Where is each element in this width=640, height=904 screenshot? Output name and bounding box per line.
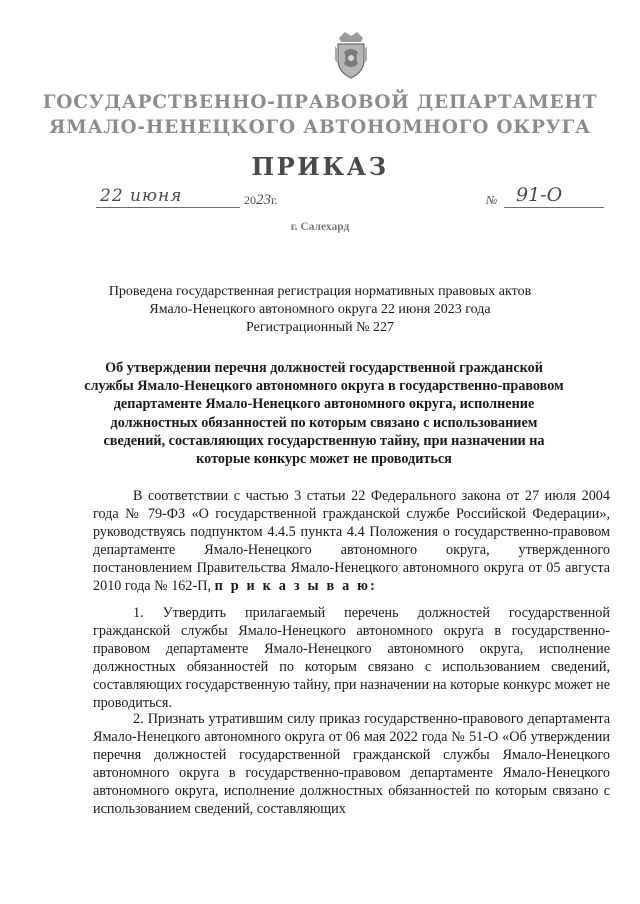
date-underline	[96, 207, 240, 208]
department-name-line2: ЯМАЛО-НЕНЕЦКОГО АВТОНОМНОГО ОКРУГА	[49, 117, 591, 138]
number-sign: №	[486, 193, 498, 207]
department-name-line1: ГОСУДАРСТВЕННО-ПРАВОВОЙ ДЕПАРТАМЕНТ	[42, 92, 598, 113]
order-item-2: 2. Признать утратившим силу приказ государственно-правового департамента Ямало-Ненецкого автономного округа от 06 мая 2022 года № 51-О «Об утверждении перечня должностей государственной гражданской службы Ямало-Ненецкого автономного округа в государственно-правовом департаменте Ямало-Ненецкого автономного округа, исполнение должностных обязанностей по которым связано с использованием сведений, составляющих	[93, 711, 610, 817]
coat-of-arms-icon	[333, 30, 369, 80]
preamble-paragraph: В соответствии с частью 3 статьи 22 Федерального закона от 27 июля 2004 года № 79-ФЗ «О государственной гражданской службе Российской Федерации», руководствуясь подпунктом 4.4.5 пункта 4.4 Положения о государственно-правовом департаменте Ямало-Ненецкого автономного округа, утвержденного постановлением Правительства Ямало-Ненецкого автономного округа от 05 августа 2010 года № 162-П, п р и к а з ы в а ю:	[93, 488, 610, 594]
registration-number: Регистрационный № 227	[246, 320, 394, 335]
order-word: п р и к а з ы в а ю:	[214, 578, 378, 594]
city-name: г. Салехард	[290, 221, 350, 233]
order-title: Об утверждении перечня должностей государственной гражданской службы Ямало-Ненецкого автономного округа в государственно-правовом департаменте Ямало-Ненецкого автономного округа, исполнение должностных обязанностей по которым связано с использованием сведений, составляющих государственную тайну, при назначении на которые конкурс может не проводиться	[84, 360, 564, 468]
registration-line: Ямало-Ненецкого автономного округа 22 июня 2023 года	[149, 302, 491, 317]
registration-line: Проведена государственная регистрация нормативных правовых актов	[108, 284, 532, 299]
number-underline	[504, 207, 604, 208]
registration-stamp	[60, 283, 580, 337]
document-type-title: ПРИКАЗ	[251, 152, 389, 181]
date-year: 2023г.	[244, 192, 278, 208]
handwritten-date: 22 июня	[100, 186, 183, 206]
order-item-1: 1. Утвердить прилагаемый перечень должностей государственной гражданской службы Ямало-Ненецкого автономного округа в государственно-правовом департаменте Ямало-Ненецкого автономного округа, исполнение должностных обязанностей по которым связано с использованием сведений, составляющих государственную тайну, при назначении на которые конкурс может не проводиться.	[93, 605, 610, 711]
handwritten-number: 91-О	[516, 184, 563, 206]
